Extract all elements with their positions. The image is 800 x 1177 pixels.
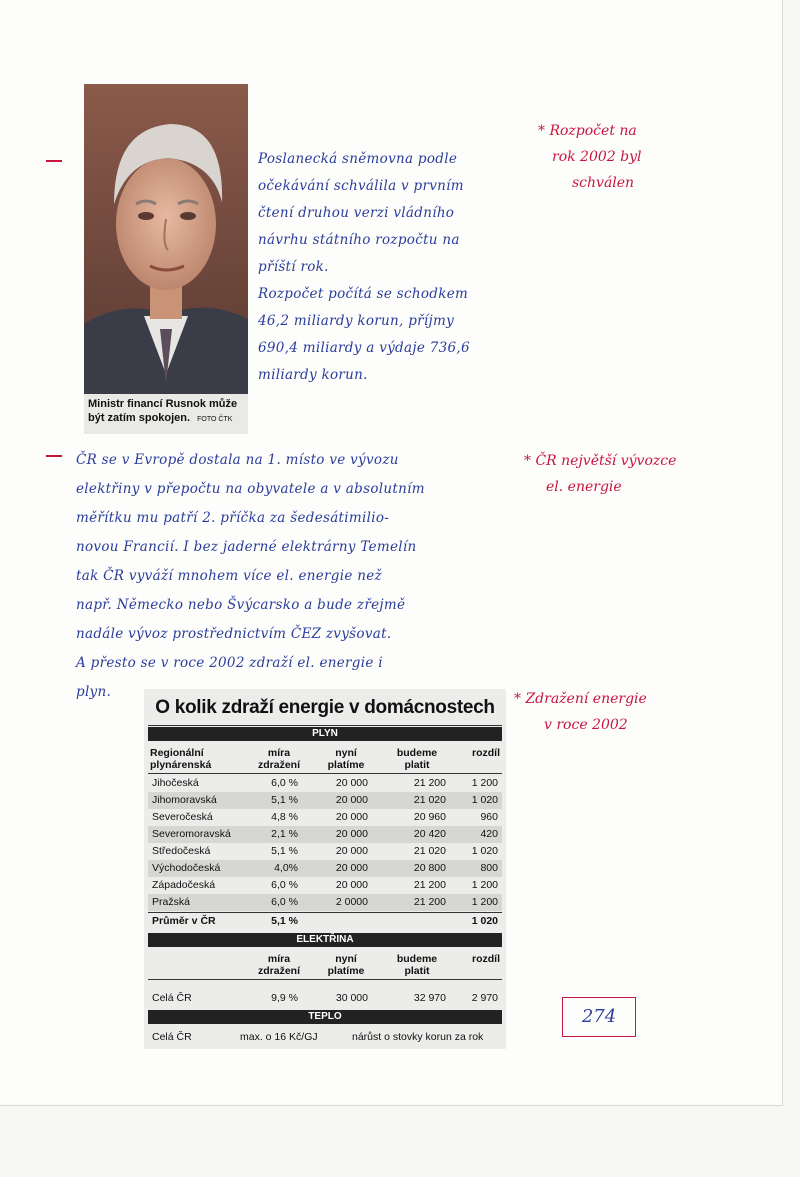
note-line: el. energie	[546, 479, 622, 495]
para2-line: novou Francií. I bez jaderné elektrárny Temelín	[76, 539, 417, 555]
photo-caption	[88, 397, 246, 427]
table-row	[148, 894, 502, 911]
cell-diff: 800	[480, 862, 498, 874]
cell-will-pay: 20 960	[413, 811, 446, 823]
note-line: v roce 2002	[544, 717, 628, 733]
cell-diff: 1 020	[471, 915, 498, 927]
cell-heat-growth: nárůst o stovky korun za rok	[352, 1031, 484, 1043]
cell-now: 20 000	[335, 777, 368, 789]
header-region: Regionální plynárenská	[150, 747, 212, 771]
table-row	[148, 792, 502, 809]
header-will-pay: budeme platit	[396, 747, 438, 771]
table-title: O kolik zdraží energie v domácnostech	[155, 697, 495, 718]
cell-region: Západočeská	[152, 879, 216, 891]
cell-will-pay: 32 970	[413, 992, 446, 1004]
divider	[148, 725, 502, 726]
cell-diff: 2 970	[471, 992, 498, 1004]
table-row	[148, 826, 502, 843]
cell-now: 2 0000	[335, 896, 368, 908]
para1-line: čtení druhou verzi vládního	[258, 205, 455, 221]
para2-line: plyn.	[76, 684, 112, 700]
cell-rate: 6,0 %	[271, 896, 298, 908]
cell-diff: 1 020	[471, 845, 498, 857]
cell-will-pay: 20 420	[413, 828, 446, 840]
table-row	[148, 860, 502, 877]
handwritten-paragraph-budget	[258, 146, 470, 389]
para2-line: elektřiny v přepočtu na obyvatele a v absolutním	[76, 481, 425, 497]
divider	[148, 773, 502, 774]
cell-rate: 6,0 %	[271, 879, 298, 891]
handwritten-paragraph-energy	[76, 446, 425, 707]
cell-rate: 9,9 %	[271, 992, 298, 1004]
header-diff: rozdíl	[472, 747, 500, 759]
margin-dash-2	[46, 455, 62, 457]
para1-line: příští rok.	[258, 259, 329, 275]
section-electricity: ELEKTŘINA	[148, 933, 502, 947]
divider	[148, 979, 502, 980]
table-row	[148, 877, 502, 894]
page-number: 274	[562, 997, 636, 1037]
cell-now: 20 000	[335, 862, 368, 874]
cell-now: 20 000	[335, 879, 368, 891]
caption-text: Ministr financí Rusnok může být zatím spokojen.	[88, 398, 238, 424]
cell-region: Středočeská	[152, 845, 211, 857]
photo-credit: FOTO ČTK	[197, 416, 233, 423]
cell-diff: 1 200	[471, 777, 498, 789]
cell-region: Severočeská	[152, 811, 213, 823]
para1-line: návrhu státního rozpočtu na	[258, 232, 460, 248]
cell-rate: 5,1 %	[271, 915, 298, 927]
para1-line: Rozpočet počítá se schodkem	[258, 286, 469, 302]
cell-region: Celá ČR	[152, 1031, 192, 1043]
cell-now: 20 000	[335, 811, 368, 823]
para2-line: např. Německo nebo Švýcarsko a bude zřejmě	[76, 597, 406, 613]
para2-line: ČR se v Evropě dostala na 1. místo ve vývozu	[76, 452, 399, 468]
cell-diff: 1 020	[471, 794, 498, 806]
cell-diff: 1 200	[471, 879, 498, 891]
cell-rate: 5,1 %	[271, 845, 298, 857]
gas-header-row	[148, 745, 502, 773]
cell-will-pay: 20 800	[413, 862, 446, 874]
header-now: nyní platíme	[327, 747, 365, 771]
note-line: * ČR největší vývozce	[524, 453, 677, 469]
section-heat: TEPLO	[148, 1010, 502, 1024]
cell-now: 20 000	[335, 828, 368, 840]
para1-line: 46,2 miliardy korun, příjmy	[258, 313, 455, 329]
cell-region: Východočeská	[152, 862, 221, 874]
note-line: rok 2002 byl	[552, 149, 642, 165]
note-line: schválen	[572, 175, 635, 191]
energy-price-table	[144, 689, 506, 1049]
cell-region: Pražská	[152, 896, 190, 908]
heat-row	[148, 1029, 502, 1046]
para1-line: Poslanecká sněmovna podle	[258, 151, 458, 167]
cell-now: 20 000	[335, 794, 368, 806]
margin-note-price-rise	[514, 686, 647, 738]
cell-region: Jihomoravská	[152, 794, 217, 806]
cell-diff: 960	[480, 811, 498, 823]
header-now: nyní platíme	[327, 953, 365, 977]
para2-line: nadále vývoz prostřednictvím ČEZ zvyšovat.	[76, 626, 392, 642]
para1-line: miliardy korun.	[258, 367, 368, 383]
para1-line: 690,4 miliardy a výdaje 736,6	[258, 340, 470, 356]
note-line: * Rozpočet na	[538, 123, 637, 139]
cell-diff: 1 200	[471, 896, 498, 908]
average-row	[148, 913, 502, 930]
cell-now: 30 000	[335, 992, 368, 1004]
para2-line: měřítku mu patří 2. příčka za šedesátimilio-	[76, 510, 390, 526]
minister-photo	[84, 84, 248, 434]
header-diff: rozdíl	[472, 953, 500, 965]
table-row	[148, 775, 502, 792]
portrait-image	[84, 84, 248, 394]
table-row	[148, 843, 502, 860]
electricity-row	[148, 990, 502, 1007]
cell-heat-max: max. o 16 Kč/GJ	[240, 1031, 318, 1043]
margin-note-export	[524, 448, 676, 500]
header-rate: míra zdražení	[257, 747, 300, 771]
header-will-pay: budeme platit	[396, 953, 438, 977]
cell-rate: 2,1 %	[271, 828, 298, 840]
cell-region: Severomoravská	[152, 828, 231, 840]
header-rate: míra zdražení	[257, 953, 300, 977]
cell-diff: 420	[480, 828, 498, 840]
electricity-header-row	[148, 951, 502, 979]
para2-line: tak ČR vyváží mnohem více el. energie než	[76, 568, 382, 584]
cell-rate: 4,8 %	[271, 811, 298, 823]
cell-will-pay: 21 200	[413, 777, 446, 789]
margin-note-budget	[538, 118, 641, 196]
para1-line: očekávání schválila v prvním	[258, 178, 464, 194]
cell-rate: 6,0 %	[271, 777, 298, 789]
cell-region: Průměr v ČR	[152, 915, 216, 927]
cell-region: Celá ČR	[152, 992, 192, 1004]
cell-rate: 4,0%	[274, 862, 298, 874]
cell-region: Jihočeská	[152, 777, 199, 789]
cell-rate: 5,1 %	[271, 794, 298, 806]
cell-will-pay: 21 020	[413, 794, 446, 806]
cell-will-pay: 21 020	[413, 845, 446, 857]
table-row	[148, 809, 502, 826]
margin-dash-1	[46, 160, 62, 162]
cell-will-pay: 21 200	[413, 896, 446, 908]
note-line: * Zdražení energie	[514, 691, 647, 707]
section-gas: PLYN	[148, 727, 502, 741]
cell-will-pay: 21 200	[413, 879, 446, 891]
para2-line: A přesto se v roce 2002 zdraží el. energie i	[76, 655, 383, 671]
cell-now: 20 000	[335, 845, 368, 857]
